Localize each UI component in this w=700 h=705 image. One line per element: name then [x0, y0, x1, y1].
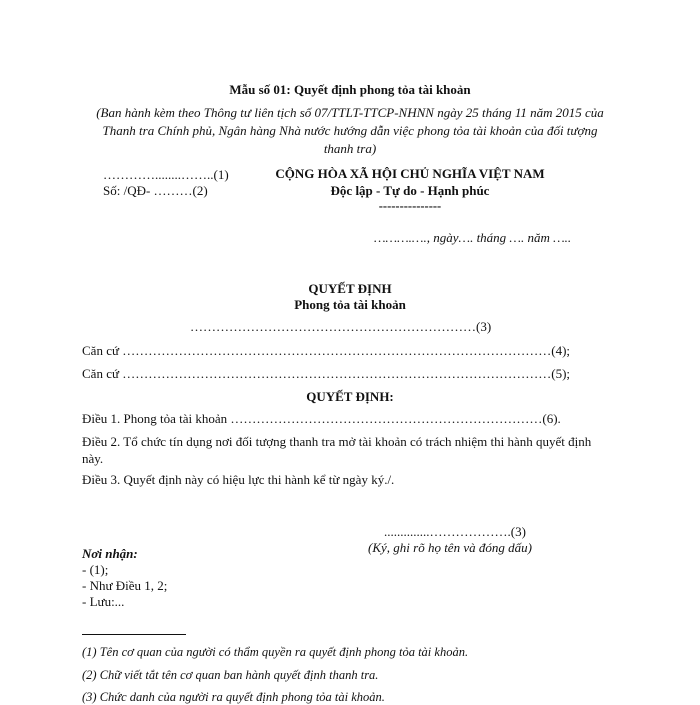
recipients-title: Nơi nhận:: [82, 546, 138, 561]
decides-heading: QUYẾT ĐỊNH:: [306, 389, 394, 404]
decision-subject: Phong tỏa tài khoản: [294, 297, 406, 312]
recipient-item: - Lưu:...: [82, 594, 125, 609]
document-number: Số: /QĐ- ………(2): [103, 183, 208, 198]
footnote-2: (2) Chữ viết tắt tên cơ quan ban hành quyết định thanh tra.: [82, 668, 379, 682]
decision-authority: …………………………………………………………(3): [190, 319, 492, 334]
footnote-3: (3) Chức danh của người ra quyết định phong tỏa tài khoản.: [82, 690, 385, 704]
issuer-name: …………........……..(1): [103, 167, 229, 182]
footnote-1: (1) Tên cơ quan của người có thẩm quyền ra quyết định phong tỏa tài khoản.: [82, 645, 469, 659]
article-3: Điều 3. Quyết định này có hiệu lực thi hành kể từ ngày ký./.: [82, 472, 395, 487]
motto-underline: ---------------: [378, 199, 442, 213]
date-line: ……….…., ngày…. tháng …. năm …..: [374, 230, 572, 245]
signature-line: ..............……………….(3): [384, 524, 526, 539]
article-2: Điều 2. Tổ chức tín dụng nơi đối tượng thanh tra mở tài khoản có trách nhiệm thi hành quyết định này.: [82, 434, 592, 466]
decision-heading: QUYẾT ĐỊNH: [308, 281, 392, 296]
legal-basis-2: Căn cứ ………………………………………………………………………………………(5);: [82, 366, 571, 381]
legal-basis-1: Căn cứ ………………………………………………………………………………………(4);: [82, 343, 571, 358]
form-title: Mẫu số 01: Quyết định phong tỏa tài khoản: [229, 82, 471, 97]
recipient-item: - Như Điều 1, 2;: [82, 578, 168, 593]
form-note: (Ban hành kèm theo Thông tư liên tịch số 07/TTLT-TTCP-NHNN ngày 25 tháng 11 năm 2015 của Thanh tra Chính phủ, Ngân hàng Nhà nước hướng dẫn việc phong tỏa tài khoản của đối tượng thanh tra): [96, 105, 604, 156]
national-motto: Độc lập - Tự do - Hạnh phúc: [330, 183, 490, 198]
article-1: Điều 1. Phong tỏa tài khoản ………………………………………………………………(6).: [82, 411, 561, 426]
recipient-item: - (1);: [82, 562, 109, 577]
signature-note: (Ký, ghi rõ họ tên và đóng dấu): [368, 540, 532, 555]
national-title: CỘNG HÒA XÃ HỘI CHỦ NGHĨA VIỆT NAM: [275, 166, 545, 181]
footnote-divider: [82, 634, 186, 635]
